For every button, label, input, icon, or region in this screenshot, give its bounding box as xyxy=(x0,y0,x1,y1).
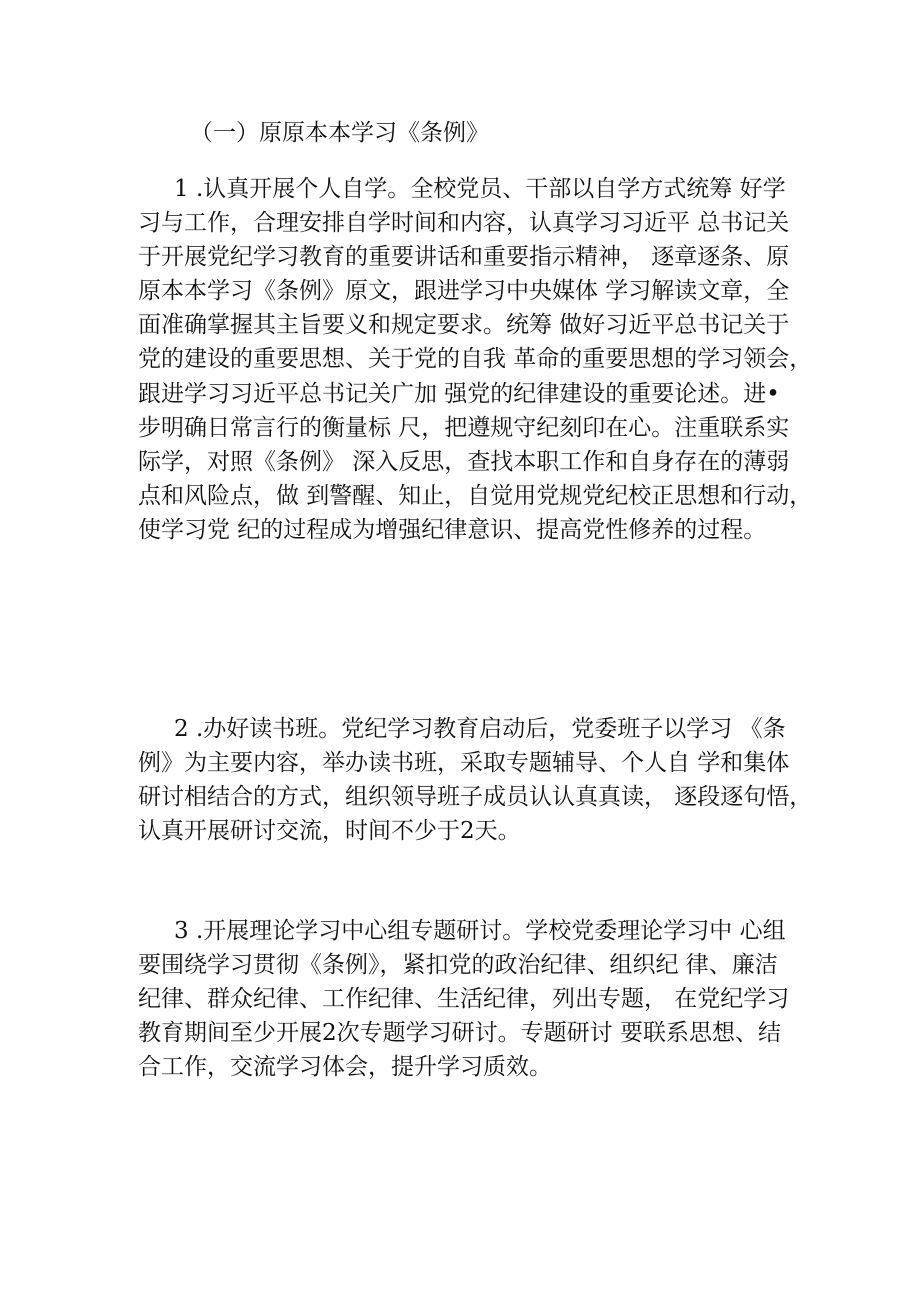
paragraph-line: 面准确掌握其主旨要义和规定要求。统筹 做好习近平总书记关于 xyxy=(138,312,790,339)
paragraph-personal-study xyxy=(138,172,813,547)
paragraph-line: 步明确日常言行的衡量标 尺，把遵规守纪刻印在心。注重联系实 xyxy=(138,414,790,441)
paragraph-line: 于开展党纪学习教育的重要讲话和重要指示精神， 逐章逐条、原 xyxy=(138,244,790,271)
paragraph-line: 习与工作，合理安排自学时间和内容，认真学习习近平 总书记关 xyxy=(138,210,790,237)
paragraph-line: 2 .办好读书班。党纪学习教育启动后，党委班子以学习 《条 xyxy=(174,716,786,742)
paragraph-line: 合工作，交流学习体会，提升学习质效。 xyxy=(138,1054,552,1081)
paragraph-line: 要围绕学习贯彻《条例》，紧扣党的政治纪律、组织纪 律、廉洁 xyxy=(138,952,778,979)
section-heading: （一）原原本本学习《条例》 xyxy=(190,120,489,146)
paragraph-line: 教育期间至少开展2次专题学习研讨。专题研讨 要联系思想、结 xyxy=(138,1020,781,1047)
paragraph-line: 纪律、群众纪律、工作纪律、生活纪律，列出专题， 在党纪学习 xyxy=(138,986,790,1013)
paragraph-line: 原本本学习《条例》原文，跟进学习中央媒体 学习解读文章，全 xyxy=(138,278,790,305)
paragraph-line: 认真开展研讨交流，时间不少于2天。 xyxy=(138,818,521,845)
paragraph-line: 使学习党 纪的过程成为增强纪律意识、提高党性修养的过程。 xyxy=(138,516,767,543)
paragraph-line: 3 .开展理论学习中心组专题研讨。学校党委理论学习中 心组 xyxy=(174,918,786,944)
paragraph-line: 党的建设的重要思想、关于党的自我 革命的重要思想的学习领会， xyxy=(138,346,813,373)
paragraph-line: 例》为主要内容，举办读书班，采取专题辅导、个人自 学和集体 xyxy=(138,750,790,777)
paragraph-line: 研讨相结合的方式，组织领导班子成员认认真真读， 逐段逐句悟， xyxy=(138,784,813,811)
paragraph-line: 点和风险点，做 到警醒、知止，自觉用党规党纪校正思想和行动， xyxy=(138,482,813,509)
paragraph-reading-class xyxy=(138,712,813,848)
paragraph-line: 际学，对照《条例》 深入反思，查找本职工作和自身存在的薄弱 xyxy=(138,448,790,475)
paragraph-line: 1 .认真开展个人自学。全校党员、干部以自学方式统筹 好学 xyxy=(174,176,786,202)
paragraph-line: 跟进学习习近平总书记关广加 强党的纪律建设的重要论述。进• xyxy=(138,380,780,407)
paragraph-group-seminar xyxy=(138,914,792,1084)
